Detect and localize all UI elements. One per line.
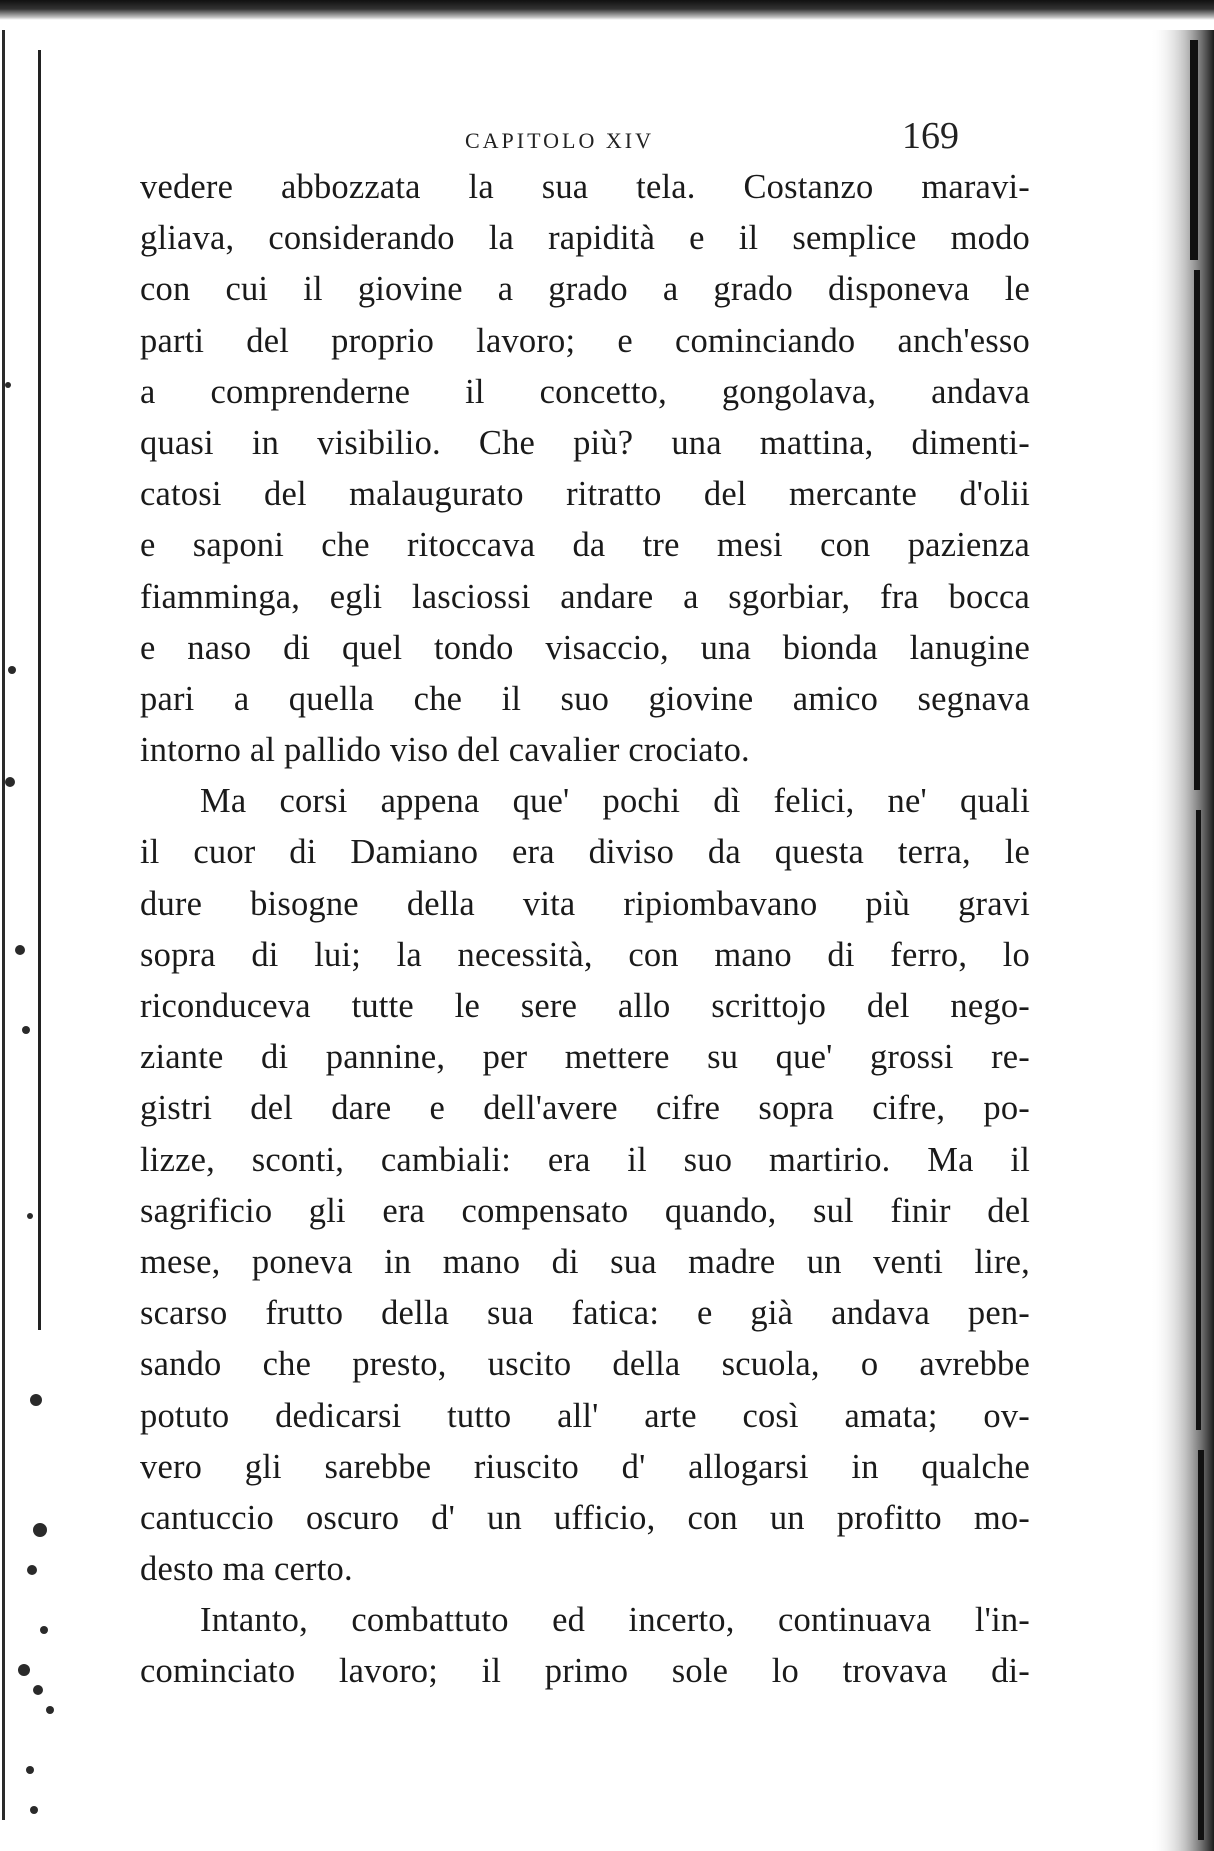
text-line: mese, poneva in mano di sua madre un venti lire, (140, 1242, 1030, 1281)
text-line: gistri del dare e dell'avere cifre sopra cifre, po- (140, 1089, 1030, 1128)
text-line: lizze, sconti, cambiali: era il suo martirio. Ma il (140, 1140, 1030, 1179)
text-line: gliava, considerando la rapidità e il semplice modo (140, 219, 1030, 258)
text-line: riconduceva tutte le sere allo scrittojo del nego- (140, 987, 1030, 1025)
paragraph-3 (140, 1595, 1030, 1697)
running-head: CAPITOLO XIV (465, 128, 654, 153)
text-line: cominciato lavoro; il primo sole lo trovava di- (140, 1652, 1030, 1691)
paragraph-1 (140, 162, 1030, 776)
right-margin-shadow (1150, 30, 1214, 1851)
body-text (140, 162, 1030, 1698)
text-line: con cui il giovine a grado a grado disponeva le (140, 270, 1030, 309)
text-line: desto ma certo. (140, 1550, 353, 1589)
text-line: dure bisogne della vita ripiombavano più gravi (140, 884, 1030, 923)
text-line: catosi del malaugurato ritratto del mercante d'olii (140, 475, 1030, 514)
text-line: e saponi che ritoccava da tre mesi con pazienza (140, 526, 1030, 565)
text-line: quasi in visibilio. Che più? una mattina, dimenti- (140, 423, 1030, 462)
text-line: sando che presto, uscito della scuola, o avrebbe (140, 1345, 1030, 1384)
scan-top-edge (0, 0, 1214, 20)
text-line: ziante di pannine, per mettere su que' grossi re- (140, 1038, 1030, 1077)
text-line: vero gli sarebbe riuscito d' allogarsi in qualche (140, 1447, 1030, 1486)
page-number: 169 (902, 115, 959, 157)
text-line: Intanto, combattuto ed incerto, continuava l'in- (200, 1601, 1030, 1640)
text-line: e naso di quel tondo visaccio, una bionda lanugine (140, 628, 1030, 667)
text-line: sopra di lui; la necessità, con mano di ferro, lo (140, 935, 1030, 974)
text-line: potuto dedicarsi tutto all' arte così amata; ov- (140, 1396, 1030, 1435)
left-margin-speckles (0, 30, 100, 1850)
text-line: parti del proprio lavoro; e cominciando anch'esso (140, 321, 1030, 360)
text-line: a comprenderne il concetto, gongolava, andava (140, 372, 1030, 411)
page-header (140, 115, 990, 168)
text-line: sagrificio gli era compensato quando, sul finir del (140, 1191, 1030, 1230)
text-line: scarso frutto della sua fatica: e già andava pen- (140, 1294, 1030, 1333)
text-line: Ma corsi appena que' pochi dì felici, ne' quali (200, 782, 1030, 821)
text-line: il cuor di Damiano era diviso da questa terra, le (140, 833, 1030, 872)
text-line: cantuccio oscuro d' un ufficio, con un profitto mo- (140, 1498, 1030, 1537)
paragraph-2 (140, 776, 1030, 1595)
text-line: intorno al pallido viso del cavalier crociato. (140, 731, 750, 770)
text-line: vedere abbozzata la sua tela. Costanzo maravi- (140, 168, 1030, 206)
text-line: pari a quella che il suo giovine amico segnava (140, 679, 1030, 718)
text-line: fiamminga, egli lasciossi andare a sgorbiar, fra bocca (140, 577, 1030, 616)
